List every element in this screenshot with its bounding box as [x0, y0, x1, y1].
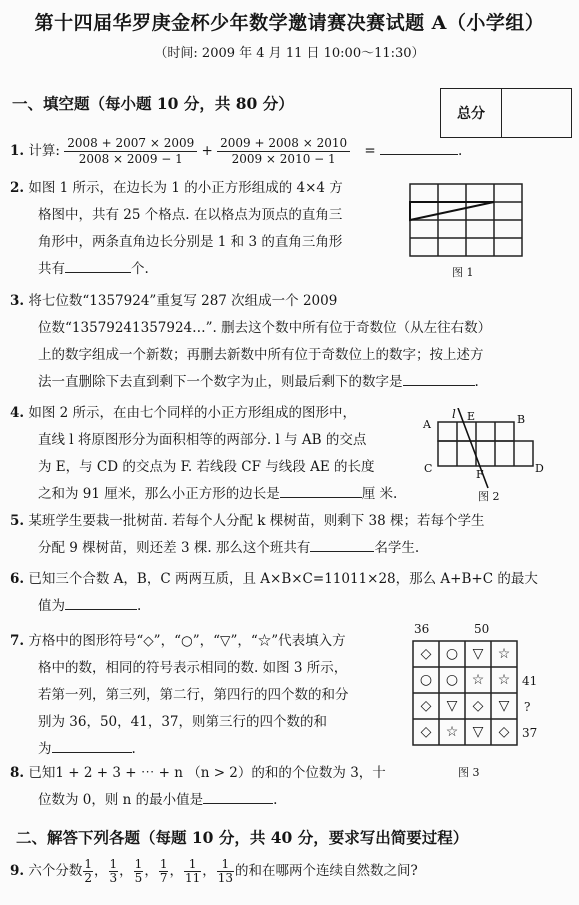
answer-blank[interactable] — [203, 789, 273, 804]
fraction-separator: ， — [119, 863, 133, 879]
q4-line: 为 E，与 CD 的交点为 F. 若线段 CF 与线段 AE 的长度 — [38, 459, 375, 475]
fraction-separator: ， — [144, 863, 158, 879]
fraction-denominator: 13 — [217, 871, 234, 885]
q5-line: 分配 9 棵树苗，则还差 3 棵. 那么这个班共有 — [38, 540, 311, 556]
fraction-denominator: 11 — [184, 871, 201, 885]
figure-3-symbol-cell: ◇ — [420, 698, 432, 714]
q3-line: 法一直删除下去直到剩下一个数字为止，则最后剩下的数字是 — [38, 374, 403, 390]
figure-3-symbol-cell: ☆ — [497, 646, 511, 662]
q8-line: 已知1 + 2 + 3 + ⋯ + n （n > 2）的和的个位数为 3，十 — [28, 765, 386, 781]
figure-3-col-label: 50 — [474, 622, 490, 636]
question-8 — [10, 760, 430, 814]
q7-line: 若第一列，第三列，第二行，第四行的四个数的和分 — [38, 687, 349, 703]
figure-3 — [412, 622, 542, 762]
figure-2-diagram — [418, 408, 546, 498]
figure-1-grid — [408, 182, 528, 262]
fraction-separator: ， — [94, 863, 108, 879]
figure-2-label-f: F — [476, 468, 484, 481]
q2-line: 格图中，共有 25 个格点. 在以格点为顶点的直角三 — [38, 207, 343, 223]
figure-3-symbols — [412, 640, 518, 746]
q2-line: 如图 1 所示，在边长为 1 的小正方形组成的 4×4 方 — [28, 180, 343, 196]
question-number: 3. — [10, 293, 25, 309]
q3-line: 位数“13579241357924…”. 删去这个数中所有位于奇数位（从左往右数） — [38, 320, 492, 336]
answer-blank[interactable] — [52, 738, 132, 753]
fraction-numerator: 1 — [184, 858, 201, 872]
q1-fraction-2 — [217, 136, 350, 167]
question-5 — [10, 508, 570, 562]
fraction-denominator: 3 — [109, 871, 118, 885]
q1-equals: = — [364, 143, 376, 159]
q6-line: 已知三个合数 A，B，C 两两互质，且 A×B×C=11011×28，那么 A+B+C 的最大 — [28, 571, 538, 587]
fraction-numerator: 1 — [134, 857, 143, 871]
q3-line-end: . — [474, 374, 479, 390]
figure-3-symbol-cell: ◇ — [498, 724, 510, 740]
q7-line: 格中的数，相同的符号表示相同的数. 如图 3 所示， — [38, 660, 348, 676]
answer-blank[interactable] — [280, 483, 362, 498]
question-6 — [10, 566, 570, 620]
question-7 — [10, 628, 408, 763]
q7-line: 为 — [38, 741, 52, 757]
question-number: 2. — [10, 180, 25, 196]
figure-3-row-label: 41 — [522, 674, 538, 688]
figure-3-row-label: 37 — [522, 726, 538, 740]
q4-line: 直线 l 将原图形分为面积相等的两部分. l 与 AB 的交点 — [38, 432, 367, 448]
figure-3-symbol-cell: ☆ — [497, 672, 511, 688]
fraction-separator: ， — [202, 863, 216, 879]
figure-2-caption: 图 2 — [478, 490, 500, 503]
q9-lead: 六个分数 — [28, 863, 83, 879]
figure-2-label-b: B — [517, 413, 526, 426]
figure-3-caption: 图 3 — [458, 766, 480, 779]
answer-blank[interactable] — [65, 258, 131, 273]
score-box — [440, 88, 572, 138]
question-number: 4. — [10, 405, 25, 421]
q9-fraction — [159, 858, 169, 885]
q6-line: 值为 — [38, 598, 65, 614]
fraction-separator: ， — [169, 863, 183, 879]
question-1: 1. 计算: $\frac{2008 + 2007 \times 2009}{2008 \times 2009 - 1}$ + $\frac{2009 + 2008 \times 2010}{2009 \times 2010 - 1}$ = . — [10, 136, 463, 166]
figure-2-label-e: E — [467, 410, 476, 423]
q3-line: 将七位数“1357924”重复写 287 次组成一个 2009 — [28, 293, 338, 309]
answer-blank[interactable] — [65, 595, 137, 610]
section-2-heading: 二、解答下列各题（每题 10 分，共 40 分，要求写出简要过程） — [16, 828, 469, 847]
fraction-numerator: 1 — [84, 857, 93, 871]
q1-plus: + — [201, 143, 213, 159]
q4-line: 之和为 91 厘米，那么小正方形的边长是 — [38, 486, 280, 502]
figure-1-caption: 图 1 — [452, 266, 474, 279]
q4-line: 厘 米. — [361, 486, 398, 502]
q2-line: 共有 — [38, 261, 65, 277]
exam-time: （时间: 2009 年 4 月 11 日 10:00～11:30） — [154, 46, 425, 61]
q7-line: 别为 36，50，41，37，则第三行的四个数的和 — [38, 714, 328, 730]
fraction-numerator: 1 — [217, 858, 234, 872]
q6-line: . — [137, 598, 142, 614]
q2-line: 角形中，两条直角边长分别是 1 和 3 的直角三角形 — [38, 234, 343, 250]
answer-blank[interactable] — [310, 537, 374, 552]
section-1-heading: 一、填空题（每小题 10 分，共 80 分） — [12, 94, 294, 113]
question-3 — [10, 288, 570, 396]
q7-line: . — [131, 741, 136, 757]
q9-fraction — [217, 858, 234, 885]
q4-line: 如图 2 所示，在由七个同样的小正方形组成的图形中， — [28, 405, 357, 421]
q1-frac1-denominator: 2008 × 2009 − 1 — [78, 152, 183, 166]
q9-fraction — [134, 858, 144, 885]
question-number: 6. — [10, 571, 25, 587]
figure-3-symbol-cell: ☆ — [445, 724, 459, 740]
figure-3-symbol-cell: ○ — [419, 672, 433, 688]
figure-3-symbol-cell: ▽ — [446, 698, 458, 714]
question-2 — [10, 175, 405, 283]
figure-3-symbol-cell: ▽ — [472, 724, 484, 740]
figure-3-row-label: ? — [524, 700, 531, 714]
q1-fraction-1 — [64, 136, 197, 167]
question-4 — [10, 400, 433, 508]
q2-line: 个. — [131, 261, 149, 277]
score-label: 总分 — [441, 89, 502, 137]
figure-2-label-a: A — [423, 418, 431, 431]
figure-2-label-c: C — [424, 462, 433, 475]
figure-3-symbol-cell: ◇ — [420, 724, 432, 740]
q1-lead: 计算: — [28, 143, 60, 159]
figure-3-symbol-cell: ○ — [445, 672, 459, 688]
q8-line: 位数为 0，则 n 的最小值是 — [38, 792, 204, 808]
fraction-numerator: 1 — [109, 857, 118, 871]
figure-3-symbol-cell: ◇ — [420, 646, 432, 662]
question-number: 7. — [10, 633, 25, 649]
q8-line: . — [273, 792, 278, 808]
exam-title: 第十四届华罗庚金杯少年数学邀请赛决赛试题 A（小学组） — [34, 12, 545, 34]
q1-frac2-denominator: 2009 × 2010 − 1 — [231, 152, 336, 166]
q9-fraction — [109, 858, 119, 885]
fraction-denominator: 5 — [134, 871, 143, 885]
figure-3-symbol-cell: ◇ — [472, 698, 484, 714]
q9-fraction — [83, 858, 93, 885]
question-9 — [10, 858, 570, 885]
q3-line: 上的数字组成一个新数；再删去新数中所有位于奇数位上的数字；按上述方 — [38, 347, 484, 363]
figure-2-label-l: l — [452, 408, 456, 421]
figure-3-symbol-cell: ☆ — [471, 672, 485, 688]
q1-frac2-numerator: 2009 + 2008 × 2010 — [217, 136, 350, 152]
q7-line: 方格中的图形符号“◇”，“○”，“▽”，“☆”代表填入方 — [28, 633, 346, 649]
figure-3-symbol-cell: ▽ — [472, 646, 484, 662]
q1-frac1-numerator: 2008 + 2007 × 2009 — [64, 136, 197, 152]
question-number: 1. — [10, 143, 25, 159]
question-number: 9. — [10, 863, 25, 879]
question-number: 8. — [10, 765, 25, 781]
figure-3-col-label: 36 — [414, 622, 430, 636]
q9-fraction — [184, 858, 201, 885]
q5-line: 某班学生要栽一批树苗. 若每个人分配 k 棵树苗，则剩下 38 棵；若每个学生 — [28, 513, 485, 529]
figure-3-symbol-cell: ○ — [445, 646, 459, 662]
q5-line: 名学生. — [374, 540, 420, 556]
fraction-denominator: 7 — [159, 871, 168, 885]
figure-2-label-d: D — [535, 462, 544, 475]
q9-tail: 的和在哪两个连续自然数之间? — [235, 863, 418, 879]
q9-fractions — [82, 857, 235, 885]
answer-blank[interactable] — [403, 371, 475, 386]
question-number: 5. — [10, 513, 25, 529]
fraction-denominator: 2 — [84, 871, 93, 885]
fraction-numerator: 1 — [159, 857, 168, 871]
answer-blank[interactable] — [380, 140, 458, 155]
figure-3-symbol-cell: ▽ — [498, 698, 510, 714]
